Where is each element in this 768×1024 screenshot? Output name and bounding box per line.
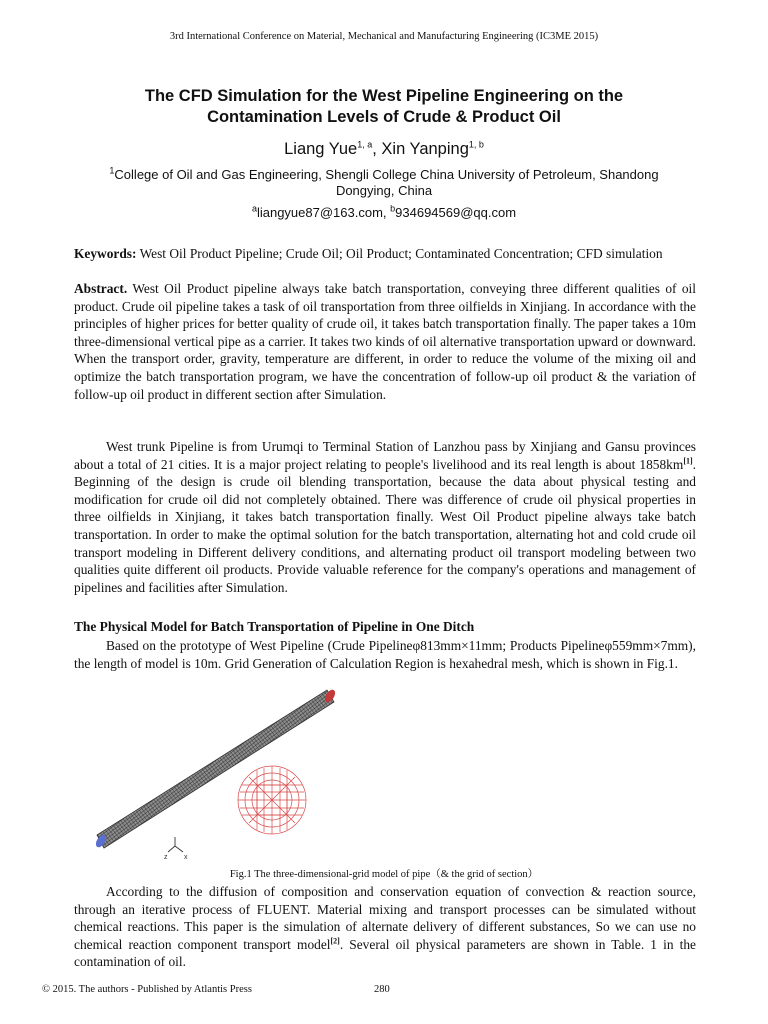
email-a-mark: a [251,203,257,214]
intro-paragraph [74,438,696,596]
affiliation [100,167,668,198]
intro-text-1: West trunk Pipeline is from Urumqi to Terminal Station of Lanzhou pass by Xinjiang and Gansu provinces about a total of 21 cities. It is a major project relating to people's livelihood and its real length is about 1858km [74,439,696,472]
keywords [74,245,696,263]
author-1-affil: 1, a [357,139,373,150]
author-2: Xin Yanping [381,140,469,158]
figure-caption: Fig.1 The three-dimensional-grid model of pipe（& the grid of section） [229,869,539,880]
conference-header: 3rd International Conference on Material, Mechanical and Manufacturing Engineering (IC3ME 2015) [169,31,599,42]
affiliation-line-2: Dongying, China [335,182,433,198]
author-2-affil: 1, b [468,139,484,150]
author-1: Liang Yue [284,140,358,158]
author-list [0,140,768,159]
author-separator: , [372,140,382,158]
intro-text-2: . Beginning of the design is crude oil blending transportation, because the data about physical testing and modification for crude oil did not completely obtained. There was difference of crude oil physical properties in three oilfields in Xinjiang, it takes batch transportation finally. West Oil Product pipeline always take batch transportation. In order to make the optimal solution for the batch transportation, alternating hot and cold crude oil transport modeling in Different delivery conditions, and alternating product oil transport modeling between two qualities quite different oil products. Provide valuable reference for the company's operations and management of pipelines and facilities after Simulation. [74,456,696,595]
keywords-label: Keywords: [74,246,137,261]
simulation-paragraph [74,883,696,971]
abstract-label: Abstract. [74,281,128,296]
affiliation-mark: 1 [109,165,115,176]
figure-pipe-grid [92,688,354,868]
copyright-notice: © 2015. The authors - Published by Atlantis Press [42,984,252,995]
affiliation-line-1: College of Oil and Gas Engineering, Shengli College China University of Petroleum, Shandong [114,167,659,182]
citation-1: [1] [683,456,693,466]
pipe-grid-figure [92,688,354,868]
page-number: 280 [374,984,390,995]
simulation-text-2: . Several oil physical parameters are shown in Table. 1 in the contamination of oil. [74,936,697,970]
citation-2: [2] [330,936,340,946]
axis-z-label: z [164,854,168,861]
axis-x-label: x [184,854,188,861]
model-paragraph: Based on the prototype of West Pipeline (Crude Pipelineφ813mm×11mm; Products Pipelineφ559mm×7mm), the length of model is 10m. Grid Generation of Calculation Region is hexahedral mesh, which is shown in Fig.1. [74,638,696,671]
simulation-text-1: According to the diffusion of composition and conservation equation of convection & reaction source, through an iterative process of FLUENT. Material mixing and transport processes can be simulated without chemical reactions. This paper is the simulation of alternate delivery of different substances, So we can use no chemical reaction component transport model [74,884,696,952]
abstract-text: West Oil Product pipeline always take batch transportation, conveying three different qualities of oil product. Crude oil pipeline takes a task of oil transportation from three oilfields in Xinjiang. In accordance with the principles of higher prices for better quality of crude oil, it takes batch transportation finally. The paper takes a 10m three-dimensional vertical pipe as a carrier. It takes two kinds of oil alternative transportation upward or downward. When the transport order, gravity, temperature are different, in order to reduce the volume of the mixing oil and optimize the batch transportation program, we have the concentration of follow-up oil product & the variation of follow-up oil product in different section after Simulation. [74,281,696,402]
paper-title [70,86,698,128]
email-b-mark: b [390,203,396,214]
author-emails [0,205,768,220]
title-line-2: Contamination Levels of Crude & Product Oil [207,108,561,126]
title-line-1: The CFD Simulation for the West Pipeline Engineering on the [144,87,624,105]
pipe-mesh [97,690,334,848]
axis-indicator [168,837,183,852]
email-a: liangyue87@163.com [256,205,383,220]
section-grid [238,766,306,834]
keywords-text: West Oil Product Pipeline; Crude Oil; Oil Product; Contaminated Concentration; CFD simulation [136,246,663,261]
section-heading: The Physical Model for Batch Transportation of Pipeline in One Ditch [74,619,475,634]
email-b: 934694569@qq.com [395,205,517,220]
abstract [74,280,696,403]
email-separator: , [382,205,391,220]
